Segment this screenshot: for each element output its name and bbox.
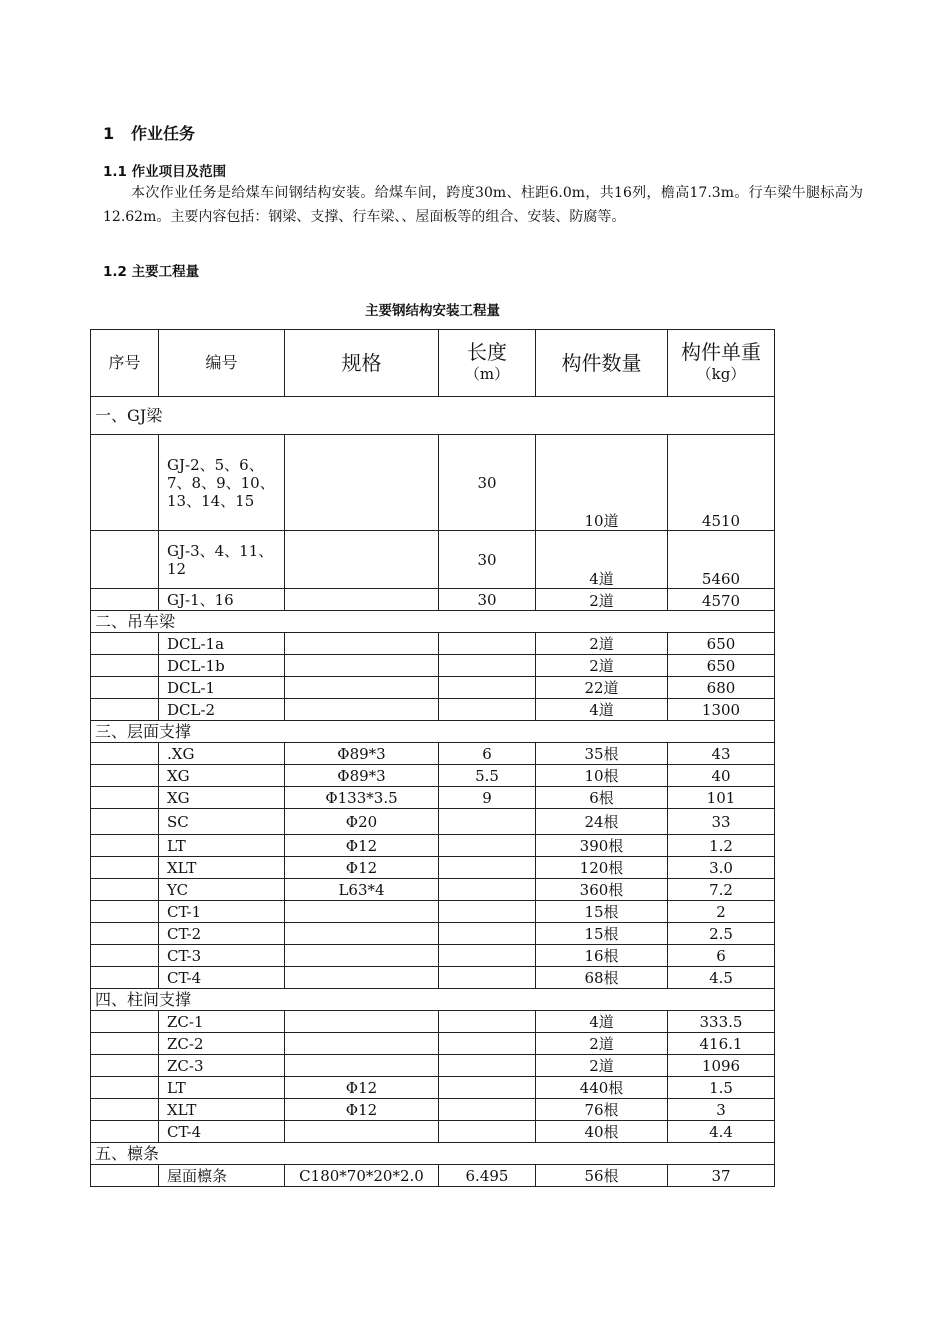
seq-cell: [91, 901, 159, 923]
qty-cell: 4道: [536, 699, 668, 721]
qty-cell: 120根: [536, 857, 668, 879]
qty-cell: 24根: [536, 809, 668, 835]
section-row: [91, 989, 775, 1011]
weight-cell: 37: [668, 1165, 775, 1187]
header-seq: 序号: [91, 330, 159, 397]
spec-cell: [285, 1055, 439, 1077]
table-row: [91, 435, 775, 531]
weight-cell: 333.5: [668, 1011, 775, 1033]
spec-cell: Φ133*3.5: [285, 787, 439, 809]
section-row: [91, 611, 775, 633]
weight-cell: 4.5: [668, 967, 775, 989]
weight-cell: 3.0: [668, 857, 775, 879]
section-row: [91, 1143, 775, 1165]
spec-cell: [285, 1033, 439, 1055]
code-cell: GJ-3、4、11、12: [159, 531, 285, 589]
weight-cell: 650: [668, 633, 775, 655]
header-length: [439, 330, 536, 397]
table-row: [91, 655, 775, 677]
spec-cell: [285, 901, 439, 923]
section-title: 二、吊车梁: [91, 611, 775, 633]
weight-cell: 5460: [668, 531, 775, 589]
table-row: [91, 1033, 775, 1055]
length-cell: [439, 1077, 536, 1099]
table-row: [91, 589, 775, 611]
qty-cell: 4道: [536, 1011, 668, 1033]
section-1-1-title: 1.1 作业项目及范围: [103, 164, 227, 180]
length-cell: 30: [439, 589, 536, 611]
qty-cell: 390根: [536, 835, 668, 857]
length-cell: [439, 967, 536, 989]
code-cell: DCL-1: [159, 677, 285, 699]
table-row: [91, 765, 775, 787]
code-cell: XG: [159, 787, 285, 809]
heading-1: [103, 121, 195, 144]
header-qty: 构件数量: [536, 330, 668, 397]
qty-cell: 22道: [536, 677, 668, 699]
header-spec: 规格: [285, 330, 439, 397]
table-row: [91, 923, 775, 945]
weight-cell: 1096: [668, 1055, 775, 1077]
spec-cell: [285, 435, 439, 531]
seq-cell: [91, 879, 159, 901]
table-row: [91, 699, 775, 721]
spec-cell: Φ89*3: [285, 765, 439, 787]
code-cell: ZC-1: [159, 1011, 285, 1033]
table-row: [91, 857, 775, 879]
table-row: [91, 1121, 775, 1143]
spec-cell: Φ12: [285, 1077, 439, 1099]
qty-cell: 4道: [536, 531, 668, 589]
qty-cell: 16根: [536, 945, 668, 967]
table-row: [91, 809, 775, 835]
seq-cell: [91, 589, 159, 611]
length-cell: [439, 809, 536, 835]
table-row: [91, 743, 775, 765]
qty-cell: 35根: [536, 743, 668, 765]
length-cell: [439, 1055, 536, 1077]
weight-cell: 6: [668, 945, 775, 967]
weight-cell: 680: [668, 677, 775, 699]
weight-cell: 33: [668, 809, 775, 835]
length-cell: [439, 835, 536, 857]
spec-cell: [285, 967, 439, 989]
length-cell: [439, 677, 536, 699]
table-row: [91, 677, 775, 699]
length-cell: [439, 655, 536, 677]
qty-cell: 56根: [536, 1165, 668, 1187]
code-cell: CT-4: [159, 967, 285, 989]
seq-cell: [91, 945, 159, 967]
seq-cell: [91, 531, 159, 589]
spec-cell: Φ89*3: [285, 743, 439, 765]
section-title: 四、柱间支撑: [91, 989, 775, 1011]
weight-cell: 43: [668, 743, 775, 765]
qty-cell: 10道: [536, 435, 668, 531]
weight-cell: 4510: [668, 435, 775, 531]
seq-cell: [91, 699, 159, 721]
code-cell: XLT: [159, 857, 285, 879]
length-cell: 5.5: [439, 765, 536, 787]
seq-cell: [91, 923, 159, 945]
weight-cell: 416.1: [668, 1033, 775, 1055]
header-length-label: 长度: [467, 340, 507, 364]
seq-cell: [91, 1011, 159, 1033]
section-title: 三、层面支撑: [91, 721, 775, 743]
table-row: [91, 1055, 775, 1077]
spec-cell: [285, 923, 439, 945]
header-weight-label: 构件单重: [681, 340, 761, 364]
seq-cell: [91, 1121, 159, 1143]
table-caption: 主要钢结构安装工程量: [365, 303, 500, 319]
code-cell: YC: [159, 879, 285, 901]
spec-cell: Φ20: [285, 809, 439, 835]
seq-cell: [91, 787, 159, 809]
qty-cell: 10根: [536, 765, 668, 787]
seq-cell: [91, 655, 159, 677]
header-weight: [668, 330, 775, 397]
length-cell: [439, 945, 536, 967]
length-cell: 30: [439, 435, 536, 531]
weight-cell: 7.2: [668, 879, 775, 901]
spec-cell: [285, 1011, 439, 1033]
seq-cell: [91, 743, 159, 765]
spec-cell: [285, 531, 439, 589]
code-cell: CT-1: [159, 901, 285, 923]
code-cell: LT: [159, 835, 285, 857]
length-cell: 9: [439, 787, 536, 809]
weight-cell: 1.2: [668, 835, 775, 857]
quantities-table: [90, 329, 775, 1187]
weight-cell: 1.5: [668, 1077, 775, 1099]
qty-cell: 40根: [536, 1121, 668, 1143]
qty-cell: 2道: [536, 1055, 668, 1077]
code-cell: SC: [159, 809, 285, 835]
code-cell: GJ-2、5、6、7、8、9、10、13、14、15: [159, 435, 285, 531]
table-row: [91, 1099, 775, 1121]
length-cell: [439, 901, 536, 923]
spec-cell: [285, 1121, 439, 1143]
weight-cell: 4.4: [668, 1121, 775, 1143]
weight-cell: 2.5: [668, 923, 775, 945]
section-row: [91, 397, 775, 435]
weight-cell: 101: [668, 787, 775, 809]
spec-cell: [285, 945, 439, 967]
table-row: [91, 633, 775, 655]
code-cell: CT-4: [159, 1121, 285, 1143]
seq-cell: [91, 857, 159, 879]
weight-cell: 3: [668, 1099, 775, 1121]
length-cell: [439, 1011, 536, 1033]
code-cell: CT-2: [159, 923, 285, 945]
qty-cell: 2道: [536, 633, 668, 655]
header-weight-unit: （kg）: [696, 365, 746, 383]
qty-cell: 360根: [536, 879, 668, 901]
seq-cell: [91, 1077, 159, 1099]
table-row: [91, 1165, 775, 1187]
spec-cell: Φ12: [285, 1099, 439, 1121]
code-cell: ZC-3: [159, 1055, 285, 1077]
spec-cell: [285, 655, 439, 677]
qty-cell: 76根: [536, 1099, 668, 1121]
code-cell: DCL-2: [159, 699, 285, 721]
code-cell: DCL-1b: [159, 655, 285, 677]
seq-cell: [91, 677, 159, 699]
seq-cell: [91, 1033, 159, 1055]
header-code: 编号: [159, 330, 285, 397]
spec-cell: Φ12: [285, 857, 439, 879]
heading-1-number: 1: [103, 124, 115, 143]
table-row: [91, 1077, 775, 1099]
section-row: [91, 721, 775, 743]
length-cell: [439, 923, 536, 945]
table-row: [91, 945, 775, 967]
code-cell: XLT: [159, 1099, 285, 1121]
code-cell: GJ-1、16: [159, 589, 285, 611]
length-cell: 6: [439, 743, 536, 765]
weight-cell: 4570: [668, 589, 775, 611]
qty-cell: 2道: [536, 655, 668, 677]
length-cell: [439, 879, 536, 901]
seq-cell: [91, 1055, 159, 1077]
spec-cell: [285, 677, 439, 699]
qty-cell: 15根: [536, 901, 668, 923]
seq-cell: [91, 1165, 159, 1187]
weight-cell: 40: [668, 765, 775, 787]
seq-cell: [91, 765, 159, 787]
qty-cell: 2道: [536, 589, 668, 611]
spec-cell: Φ12: [285, 835, 439, 857]
code-cell: .XG: [159, 743, 285, 765]
table-row: [91, 835, 775, 857]
table-row: [91, 901, 775, 923]
seq-cell: [91, 835, 159, 857]
seq-cell: [91, 967, 159, 989]
length-cell: [439, 1033, 536, 1055]
seq-cell: [91, 809, 159, 835]
quantities-table-body: [91, 330, 775, 1187]
table-row: [91, 531, 775, 589]
table-row: [91, 787, 775, 809]
length-cell: [439, 1121, 536, 1143]
spec-cell: [285, 699, 439, 721]
header-length-unit: （m）: [464, 365, 510, 383]
code-cell: XG: [159, 765, 285, 787]
spec-cell: C180*70*20*2.0: [285, 1165, 439, 1187]
length-cell: 6.495: [439, 1165, 536, 1187]
table-header-row: [91, 330, 775, 397]
spec-cell: L63*4: [285, 879, 439, 901]
code-cell: CT-3: [159, 945, 285, 967]
code-cell: 屋面檩条: [159, 1165, 285, 1187]
length-cell: [439, 857, 536, 879]
qty-cell: 6根: [536, 787, 668, 809]
spec-cell: [285, 633, 439, 655]
section-1-2-title: 1.2 主要工程量: [103, 264, 200, 280]
code-cell: ZC-2: [159, 1033, 285, 1055]
weight-cell: 2: [668, 901, 775, 923]
seq-cell: [91, 435, 159, 531]
length-cell: 30: [439, 531, 536, 589]
spec-cell: [285, 589, 439, 611]
heading-1-title: 作业任务: [131, 124, 196, 143]
length-cell: [439, 699, 536, 721]
code-cell: DCL-1a: [159, 633, 285, 655]
section-title: 五、檩条: [91, 1143, 775, 1165]
weight-cell: 650: [668, 655, 775, 677]
qty-cell: 68根: [536, 967, 668, 989]
qty-cell: 2道: [536, 1033, 668, 1055]
section-title: 一、GJ梁: [91, 397, 775, 435]
weight-cell: 1300: [668, 699, 775, 721]
seq-cell: [91, 633, 159, 655]
table-row: [91, 879, 775, 901]
seq-cell: [91, 1099, 159, 1121]
qty-cell: 440根: [536, 1077, 668, 1099]
table-row: [91, 967, 775, 989]
qty-cell: 15根: [536, 923, 668, 945]
code-cell: LT: [159, 1077, 285, 1099]
length-cell: [439, 1099, 536, 1121]
table-row: [91, 1011, 775, 1033]
scope-paragraph: 本次作业任务是给煤车间钢结构安装。给煤车间，跨度30m、柱距6.0m，共16列，檐高17.3m。行车梁牛腿标高为12.62m。主要内容包括：钢梁、支撑、行车梁、、屋面板等的组合、安装、防腐等。: [103, 185, 863, 225]
length-cell: [439, 633, 536, 655]
